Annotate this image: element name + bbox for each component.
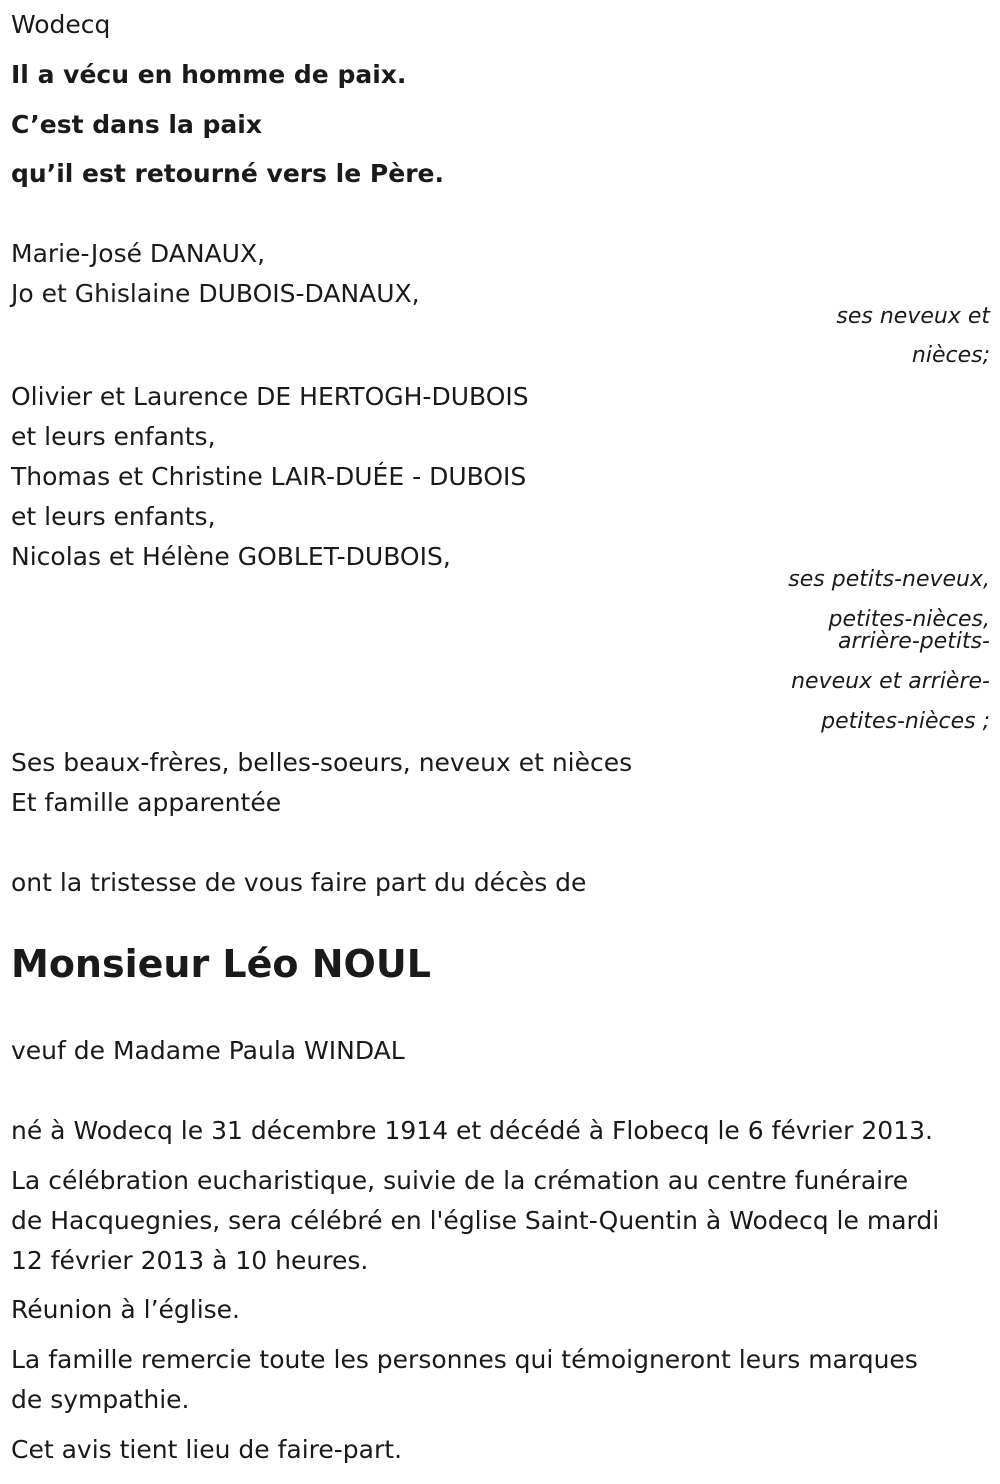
verse-line-1: Il a vécu en homme de paix. bbox=[11, 60, 407, 89]
grand-nephew-line: Thomas et Christine LAIR-DUÉE - DUBOIS bbox=[11, 462, 527, 491]
closing-text: Cet avis tient lieu de faire-part. bbox=[11, 1435, 403, 1464]
nephew-name: Marie-José DANAUX, bbox=[11, 239, 266, 268]
ceremony-line: La célébration eucharistique, suivie de la crémation au centre funéraire bbox=[11, 1166, 909, 1195]
relation-label: petites-nièces ; bbox=[821, 709, 990, 734]
thanks-line: de sympathie. bbox=[11, 1385, 190, 1414]
grand-nephew-line: Nicolas et Hélène GOBLET-DUBOIS, bbox=[11, 542, 451, 571]
deceased-name: Monsieur Léo NOUL bbox=[11, 942, 431, 986]
other-family-line: Et famille apparentée bbox=[11, 788, 282, 817]
spouse-text: veuf de Madame Paula WINDAL bbox=[11, 1036, 405, 1065]
announcement-text: ont la tristesse de vous faire part du décès de bbox=[11, 868, 587, 897]
grand-nephew-line: Olivier et Laurence DE HERTOGH-DUBOIS bbox=[11, 382, 529, 411]
thanks-line: La famille remercie toute les personnes qui témoigneront leurs marques bbox=[11, 1345, 918, 1374]
place-name: Wodecq bbox=[11, 10, 111, 39]
meeting-text: Réunion à l’église. bbox=[11, 1295, 241, 1324]
ceremony-line: 12 février 2013 à 10 heures. bbox=[11, 1246, 369, 1275]
grand-nephew-line: et leurs enfants, bbox=[11, 502, 216, 531]
other-family-line: Ses beaux-frères, belles-soeurs, neveux et nièces bbox=[11, 748, 633, 777]
verse-line-3: qu’il est retourné vers le Père. bbox=[11, 159, 444, 188]
ceremony-line: de Hacquegnies, sera célébré en l'église Saint-Quentin à Wodecq le mardi bbox=[11, 1206, 940, 1235]
verse-line-2: C’est dans la paix bbox=[11, 110, 263, 139]
relation-label: petites-nièces, bbox=[828, 607, 990, 632]
birth-death-text: né à Wodecq le 31 décembre 1914 et décédé à Flobecq le 6 février 2013. bbox=[11, 1116, 933, 1145]
relation-label: ses petits-neveux, bbox=[788, 567, 990, 592]
relation-label: ses neveux et bbox=[836, 304, 990, 329]
grand-nephew-line: et leurs enfants, bbox=[11, 422, 216, 451]
relation-label: neveux et arrière- bbox=[791, 669, 990, 694]
relation-label: arrière-petits- bbox=[837, 629, 990, 654]
nephew-name: Jo et Ghislaine DUBOIS-DANAUX, bbox=[11, 279, 420, 308]
relation-label: nièces; bbox=[911, 343, 990, 368]
